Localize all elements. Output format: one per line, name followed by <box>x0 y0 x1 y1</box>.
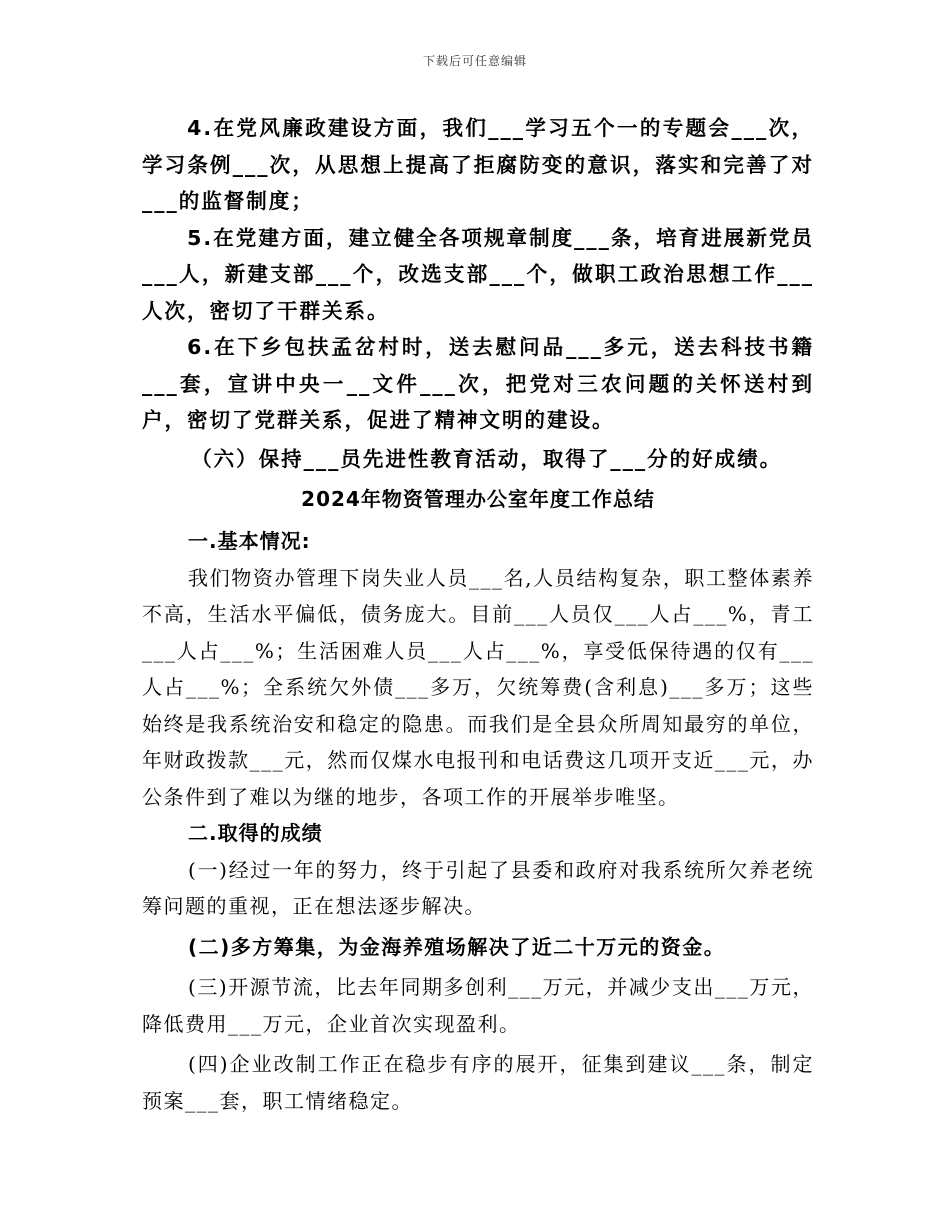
achievement-item-2: (二)多方筹集，为金海养殖场解决了近二十万元的资金。 <box>188 934 726 959</box>
party-work-section <box>142 110 814 477</box>
paragraph-item-6: 6.在下乡包扶孟岔村时，送去慰问品___多元，送去科技书籍___套，宣讲中央一__文件___次，把党对三农问题的关怀送村到户，密切了党群关系，促进了精神文明的建设。 <box>142 335 814 432</box>
subheading-six: （六）保持___员先进性教育活动，取得了___分的好成绩。 <box>191 446 783 471</box>
summary-section <box>142 523 814 1119</box>
paragraph-basic-situation: 我们物资办管理下岗失业人员___名,人员结构复杂，职工整体素养不高，生活水平偏低，债务庞大。目前___人员仅___人占___%，青工___人占___%；生活困难人员___人占___%，享受低保待遇的仅有___人占___%；全系统欠外债___多万，欠统筹费(含利息)___多万；这些始终是我系统治安和稳定的隐患。而我们是全县众所周知最穷的单位，年财政拨款___元，然而仅煤水电报刊和电话费这几项开支近___元，办公条件到了难以为继的地步，各项工作的开展举步唯坚。 <box>142 565 814 809</box>
document-title: 2024年物资管理办公室年度工作总结 <box>301 487 655 511</box>
page-header-note: 下载后可任意编辑 <box>422 54 527 68</box>
achievement-item-4: (四)企业改制工作正在稳步有序的展开，征集到建议___条，制定预案___套，职工情绪稳定。 <box>142 1052 814 1113</box>
paragraph-item-4: 4.在党风廉政建设方面，我们___学习五个一的专题会___次，学习条例___次，从思想上提高了拒腐防变的意识，落实和完善了对___的监督制度； <box>142 116 814 213</box>
heading-basic-situation: 一.基本情况: <box>188 529 311 553</box>
achievement-item-3: (三)开源节流，比去年同期多创利___万元，并减少支出___万元，降低费用___万元，企业首次实现盈利。 <box>142 975 814 1036</box>
document-body <box>142 110 814 1119</box>
achievement-item-1: (一)经过一年的努力，终于引起了县委和政府对我系统所欠养老统筹问题的重视，正在想法逐步解决。 <box>142 857 814 918</box>
paragraph-item-5: 5.在党建方面，建立健全各项规章制度___条，培育进展新党员___人，新建支部___个，改选支部___个，做职工政治思想工作___人次，密切了干群关系。 <box>142 225 814 323</box>
heading-achievements: 二.取得的成绩 <box>188 821 323 845</box>
